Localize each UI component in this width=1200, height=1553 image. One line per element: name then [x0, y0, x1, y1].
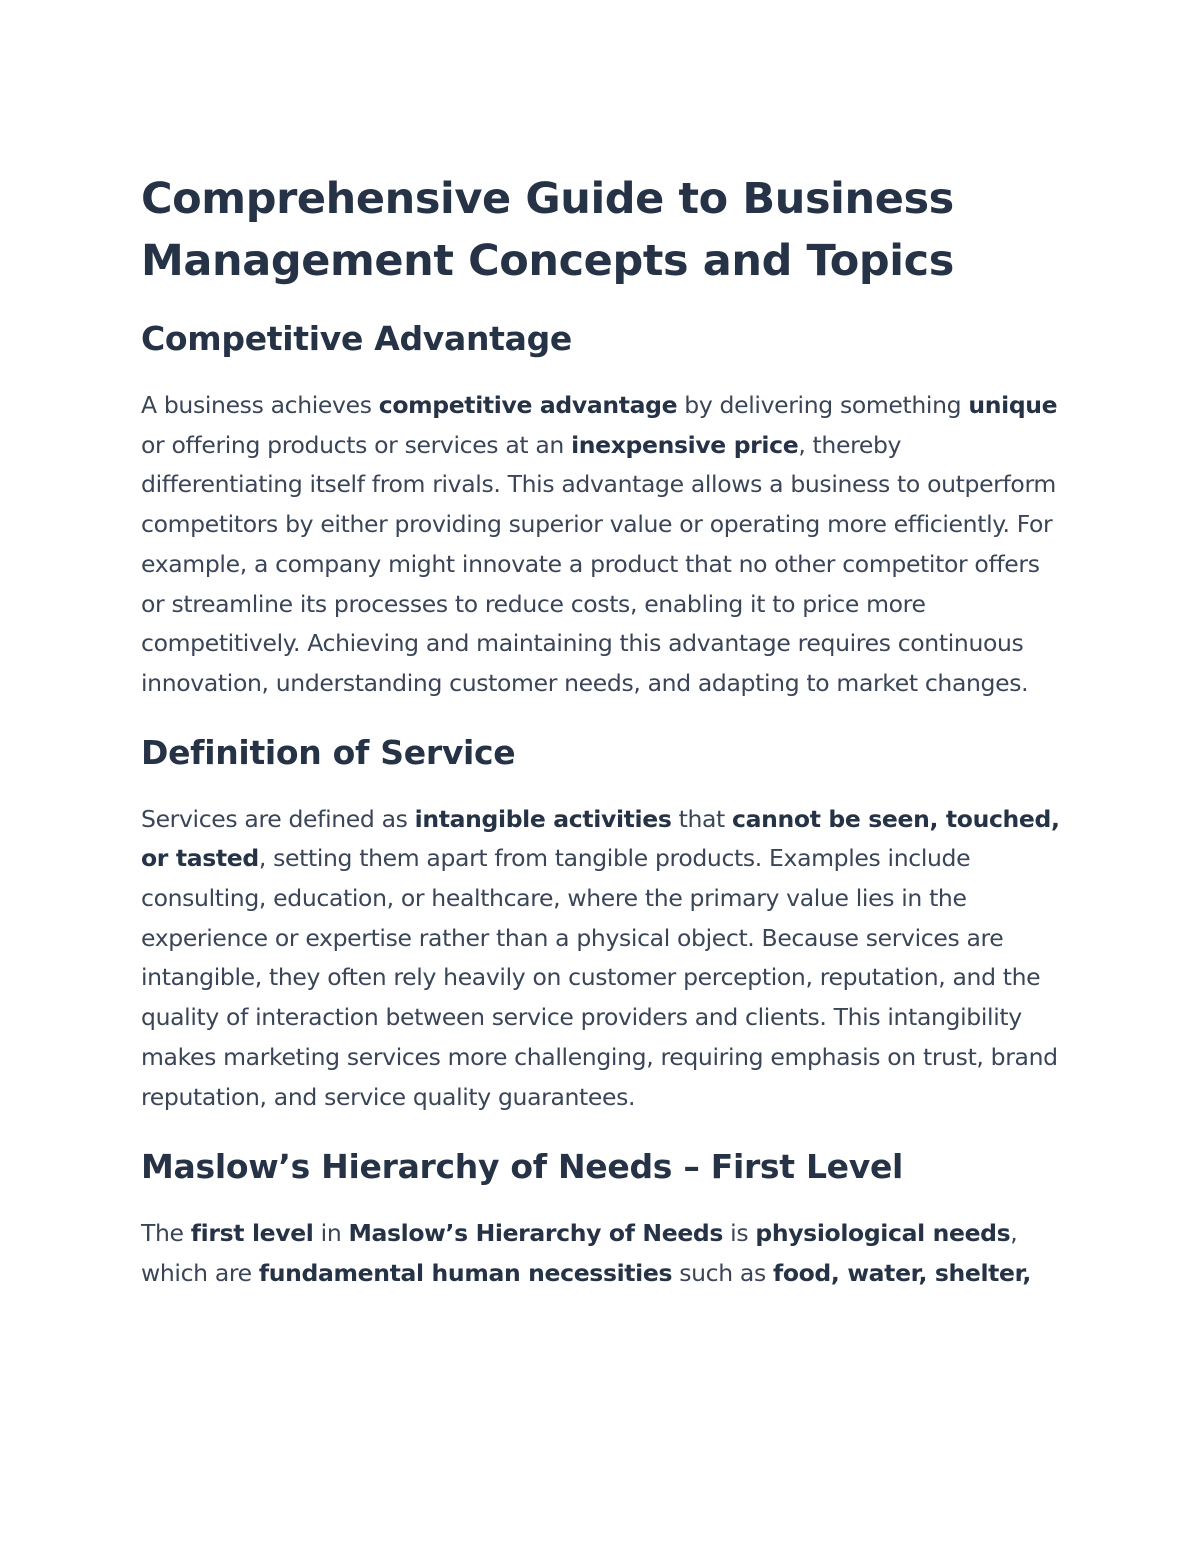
- document-page: [141, 168, 1066, 1294]
- text-run: The: [141, 1219, 191, 1248]
- text-run: , thereby differentiating itself from rivals. This advantage allows a business to outperform competitors by either providing superior value or operating more efficiently. For example, a company might innovate a product that no other competitor offers or streamline its processes to reduce costs, enabling it to price more competitively. Achieving and maintaining this advantage requires continuous innovation, understanding customer needs, and adapting to market changes.: [141, 430, 1056, 697]
- section-paragraph-definition-of-service: [141, 800, 1066, 1118]
- section-paragraph-maslow-first-level: [141, 1214, 1066, 1293]
- bold-term: cannot be seen, touched, or tasted: [141, 804, 1060, 873]
- text-run: such as: [672, 1258, 773, 1287]
- text-run: or offering products or services at an: [141, 430, 572, 459]
- bold-term: inexpensive price: [571, 430, 799, 459]
- text-run: Services are defined as: [141, 804, 415, 833]
- bold-term: unique: [968, 391, 1058, 419]
- section-heading-maslow-first-level: Maslow’s Hierarchy of Needs – First Level: [141, 1147, 904, 1187]
- section-heading-definition-of-service: Definition of Service: [141, 732, 516, 772]
- text-run: A business achieves: [141, 391, 379, 419]
- text-run: by delivering something: [677, 391, 969, 419]
- bold-term: Maslow’s Hierarchy of Needs: [348, 1219, 724, 1248]
- text-run: that: [671, 804, 733, 833]
- text-run: , setting them apart from tangible products. Examples include consulting, education, or healthcare, where the primary value lies in the experience or expertise rather than a physical object. Because services are intangible, they often rely heavily on customer perception, reputation, and the quality of interaction between service providers and clients. This intangibility makes marketing services more challenging, requiring emphasis on trust, brand reputation, and service quality guarantees.: [141, 844, 1058, 1111]
- text-run: is: [723, 1219, 756, 1248]
- bold-term: competitive advantage: [378, 391, 678, 419]
- section-paragraph-competitive-advantage: [141, 386, 1066, 704]
- text-run: in: [313, 1219, 349, 1248]
- bold-term: fundamental human necessities: [258, 1258, 673, 1287]
- section-heading-competitive-advantage: Competitive Advantage: [141, 319, 573, 358]
- bold-term: intangible activities: [414, 804, 672, 833]
- bold-term: physiological needs: [755, 1219, 1011, 1248]
- document-title: Comprehensive Guide to Business Management Concepts and Topics: [141, 174, 954, 286]
- bold-term: first level: [190, 1219, 314, 1248]
- title-block: [141, 168, 1066, 294]
- bold-term: food, water, shelter,: [772, 1258, 1031, 1287]
- text-run: , which are: [141, 1219, 1018, 1287]
